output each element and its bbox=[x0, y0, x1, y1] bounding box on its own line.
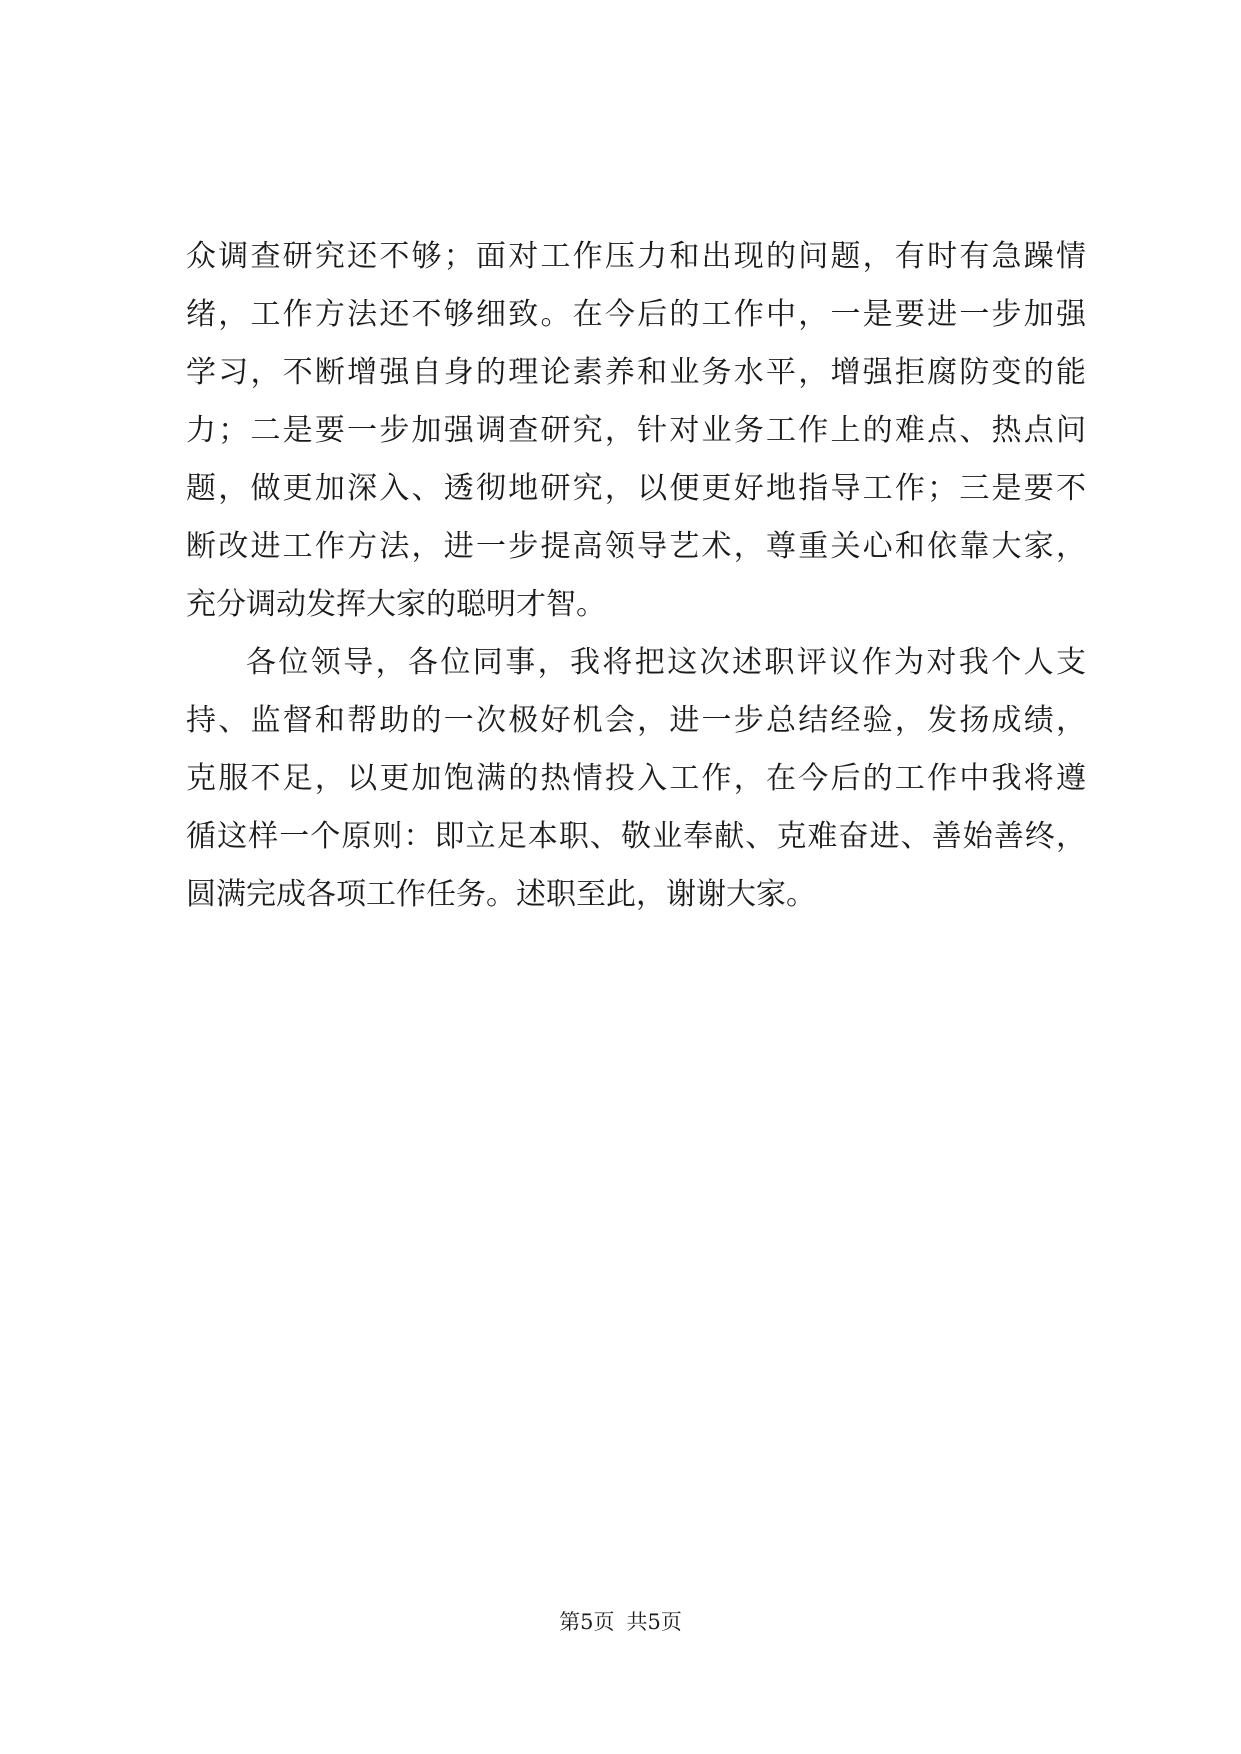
text-line: 充分调动发挥大家的聪明才智。 bbox=[186, 587, 606, 622]
paragraph-2 bbox=[186, 634, 1086, 924]
paragraph-1 bbox=[186, 228, 1086, 634]
text-line: 持、监督和帮助的一次极好机会，进一步总结经验，发扬成绩， bbox=[186, 703, 1086, 738]
text-line: 力；二是要一步加强调查研究，针对业务工作上的难点、热点问 bbox=[186, 413, 1086, 448]
text-line: 众调查研究还不够；面对工作压力和出现的问题，有时有急躁情 bbox=[186, 239, 1086, 274]
text-line: 断改进工作方法，进一步提高领导艺术，尊重关心和依靠大家， bbox=[186, 529, 1086, 564]
page-footer bbox=[0, 1606, 1241, 1636]
text-line: 各位领导，各位同事，我将把这次述职评议作为对我个人支 bbox=[246, 645, 1086, 680]
text-line: 学习，不断增强自身的理论素养和业务水平，增强拒腐防变的能 bbox=[186, 355, 1086, 390]
text-line: 绪，工作方法还不够细致。在今后的工作中，一是要进一步加强 bbox=[186, 297, 1086, 332]
text-line: 圆满完成各项工作任务。述职至此，谢谢大家。 bbox=[186, 877, 816, 912]
page-total: 共5页 bbox=[626, 1610, 682, 1634]
page-number: 第5页 bbox=[559, 1610, 615, 1634]
text-line: 题，做更加深入、透彻地研究，以便更好地指导工作；三是要不 bbox=[186, 471, 1086, 506]
body-text bbox=[186, 228, 1086, 924]
text-line: 循这样一个原则：即立足本职、敬业奉献、克难奋进、善始善终， bbox=[186, 819, 1086, 854]
text-line: 克服不足，以更加饱满的热情投入工作，在今后的工作中我将遵 bbox=[186, 761, 1086, 796]
